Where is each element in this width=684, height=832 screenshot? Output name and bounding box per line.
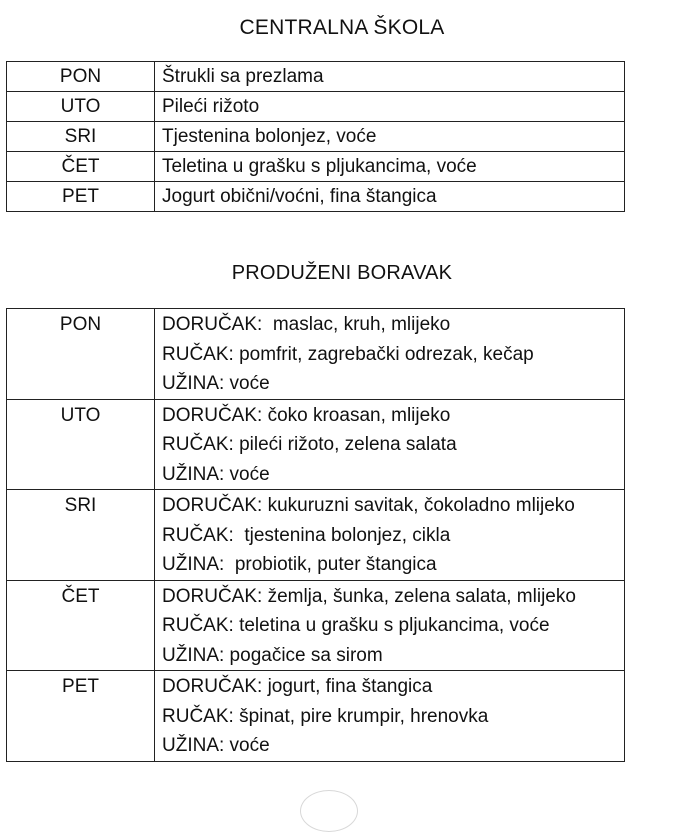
day-cell: PON bbox=[7, 309, 155, 400]
central-school-menu-table bbox=[6, 61, 625, 212]
meal-cell: Jogurt obični/voćni, fina štangica bbox=[155, 182, 625, 212]
meal-cell: Pileći rižoto bbox=[155, 92, 625, 122]
lunch-line: RUČAK: tjestenina bolonjez, cikla bbox=[162, 524, 451, 546]
table-row bbox=[7, 62, 625, 92]
day-cell: SRI bbox=[7, 490, 155, 581]
breakfast-line: DORUČAK: kukuruzni savitak, čokoladno mlijeko bbox=[162, 495, 575, 516]
table-row bbox=[7, 399, 625, 490]
central-school-title: CENTRALNA ŠKOLA bbox=[239, 16, 445, 39]
day-cell: UTO bbox=[7, 399, 155, 490]
day-cell: PET bbox=[7, 182, 155, 212]
day-cell: ČET bbox=[7, 152, 155, 182]
extended-stay-title: PRODUŽENI BORAVAK bbox=[231, 262, 453, 284]
table-row bbox=[7, 182, 625, 212]
breakfast-line: DORUČAK: maslac, kruh, mlijeko bbox=[162, 314, 451, 335]
lunch-line: RUČAK: pileći rižoto, zelena salata bbox=[162, 434, 457, 455]
lunch-line: RUČAK: pomfrit, zagrebački odrezak, kečap bbox=[162, 343, 534, 365]
breakfast-line: DORUČAK: čoko kroasan, mlijeko bbox=[162, 404, 451, 426]
breakfast-line: DORUČAK: jogurt, fina štangica bbox=[162, 676, 433, 697]
day-cell: SRI bbox=[7, 122, 155, 152]
snack-line: UŽINA: voće bbox=[162, 735, 270, 756]
meals-cell bbox=[155, 490, 625, 581]
table-row bbox=[7, 122, 625, 152]
snack-line: UŽINA: probiotik, puter štangica bbox=[162, 554, 437, 575]
lunch-line: RUČAK: špinat, pire krumpir, hrenovka bbox=[162, 705, 489, 727]
table-row bbox=[7, 671, 625, 762]
meals-cell bbox=[155, 580, 625, 671]
extended-stay-menu-table bbox=[6, 308, 625, 762]
table-row bbox=[7, 152, 625, 182]
lunch-line: RUČAK: teletina u grašku s pljukancima, voće bbox=[162, 615, 550, 636]
table-row bbox=[7, 580, 625, 671]
day-cell: PON bbox=[7, 62, 155, 92]
meals-cell bbox=[155, 671, 625, 762]
meal-cell: Teletina u grašku s pljukancima, voće bbox=[155, 152, 625, 182]
snack-line: UŽINA: voće bbox=[162, 463, 270, 485]
faint-stamp-mark bbox=[300, 790, 358, 832]
table-row bbox=[7, 490, 625, 581]
day-cell: PET bbox=[7, 671, 155, 762]
day-cell: UTO bbox=[7, 92, 155, 122]
table-row bbox=[7, 309, 625, 400]
meal-cell: Tjestenina bolonjez, voće bbox=[155, 122, 625, 152]
breakfast-line: DORUČAK: žemlja, šunka, zelena salata, mlijeko bbox=[162, 585, 576, 607]
table-row bbox=[7, 92, 625, 122]
meals-cell bbox=[155, 309, 625, 400]
snack-line: UŽINA: pogačice sa sirom bbox=[162, 644, 383, 666]
meals-cell bbox=[155, 399, 625, 490]
snack-line: UŽINA: voće bbox=[162, 373, 270, 394]
meal-cell: Štrukli sa prezlama bbox=[155, 62, 625, 92]
day-cell: ČET bbox=[7, 580, 155, 671]
